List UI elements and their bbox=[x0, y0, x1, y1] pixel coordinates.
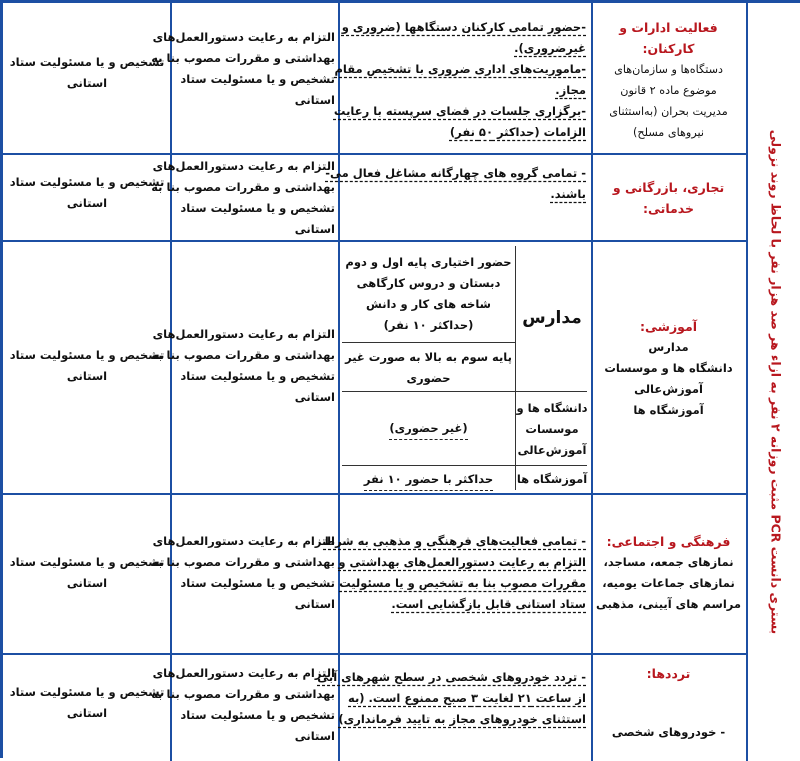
category-cell bbox=[593, 663, 744, 743]
rule-line: التزام به رعایت دستورالعمل‌های bbox=[152, 30, 335, 44]
category-detail: موضوع ماده ۲ قانون bbox=[620, 84, 717, 97]
rule-cell bbox=[151, 27, 335, 127]
rule-line: بهداشتی و مقررات مصوب بنا به bbox=[151, 348, 335, 362]
authority-line: استانی bbox=[66, 196, 108, 210]
schools-item-line: دبستان و دروس کارگاهی bbox=[356, 276, 501, 290]
scope-line: - تردد خودروهای شخصی در سطح شهرهای آبی bbox=[317, 669, 586, 684]
category-detail: دانشگاه ها و موسسات bbox=[604, 360, 733, 375]
schools-label: مدارس bbox=[522, 308, 582, 328]
schools-item-line: حضور اختیاری پایه اول و دوم bbox=[345, 255, 512, 269]
category-title: آموزشی: bbox=[640, 318, 697, 334]
rule-line: التزام به رعایت دستورالعمل‌های bbox=[152, 666, 335, 680]
institutes-value: حداکثر با حضور ۱۰ نفر bbox=[364, 469, 493, 491]
rule-line: بهداشتی و مقررات مصوب بنا به bbox=[151, 555, 335, 569]
rule-line: بهداشتی و مقررات مصوب بنا به bbox=[151, 687, 335, 701]
universities-label: آموزش‌عالی bbox=[517, 442, 587, 457]
authority-cell bbox=[7, 336, 167, 396]
category-cell bbox=[593, 303, 744, 433]
authority-cell bbox=[7, 43, 167, 103]
rule-line: تشخیص و یا مسئولیت ستاد bbox=[180, 201, 335, 215]
category-detail: مدارس bbox=[648, 339, 689, 354]
scope-line: مجاز. bbox=[555, 83, 586, 97]
scope-line: -برگزاری جلسات در فضای سرپسته با رعایت bbox=[333, 104, 586, 118]
category-detail: نیروهای مسلح) bbox=[633, 126, 704, 139]
authority-line: استانی bbox=[66, 576, 108, 590]
authority-line: استانی bbox=[66, 369, 108, 383]
rule-line: تشخیص و یا مسئولیت ستاد bbox=[180, 576, 335, 590]
subgrid-divider bbox=[342, 391, 587, 392]
authority-line: تشخیص و یا مسئولیت ستاد bbox=[9, 555, 165, 569]
scope-cell bbox=[325, 163, 586, 223]
row-divider bbox=[3, 653, 746, 655]
universities-label: دانشگاه ها و bbox=[516, 400, 588, 415]
institutes-label-cell bbox=[517, 467, 587, 492]
rule-line: استانی bbox=[294, 597, 335, 611]
subgrid-divider bbox=[342, 465, 587, 466]
institutes-label: آموزشگاه ها bbox=[516, 472, 588, 486]
rule-line: تشخیص و یا مسئولیت ستاد bbox=[180, 369, 335, 383]
scope-line: مقررات مصوب بنا به تشخیص و یا مسئولیت bbox=[339, 575, 586, 590]
scope-line: غیرضروری). bbox=[514, 41, 586, 55]
scope-line: از ساعت ۲۱ لغایت ۳ صبح ممنوع است. (به bbox=[348, 690, 586, 705]
schools-item-cell bbox=[342, 246, 515, 342]
authority-line: استانی bbox=[66, 76, 108, 90]
category-detail: - خودروهای شخصی bbox=[611, 725, 726, 739]
rule-line: استانی bbox=[294, 729, 335, 743]
category-detail: آموزشگاه ها bbox=[633, 402, 704, 417]
scope-line: -حضور تمامی کارکنان دستگاهها (ضروری و bbox=[341, 20, 586, 34]
authority-line: تشخیص و یا مسئولیت ستاد bbox=[9, 348, 165, 362]
universities-value-cell bbox=[342, 393, 515, 465]
rule-cell bbox=[151, 657, 335, 753]
scope-cell bbox=[323, 525, 586, 620]
side-note: بستری دانست PCR مثبت روزانه ۲ نفر به ازاء هر صد هزار نفر با لحاظ روند نزولی bbox=[768, 129, 783, 635]
subgrid-divider bbox=[342, 342, 515, 343]
authority-line: تشخیص و یا مسئولیت ستاد bbox=[9, 175, 165, 189]
rule-cell bbox=[151, 316, 335, 416]
side-note-column bbox=[746, 3, 800, 761]
authority-cell bbox=[7, 673, 167, 733]
scope-line: الزامات (حداکثر ۵۰ نفر) bbox=[449, 125, 586, 139]
universities-label-cell bbox=[517, 393, 587, 465]
scope-line: - تمامی گروه های چهارگانه مشاغل فعال می- bbox=[325, 166, 586, 180]
schools-item-cell bbox=[342, 344, 515, 391]
category-title: ترددها: bbox=[646, 666, 691, 681]
category-detail: دستگاه‌ها و سازمان‌های bbox=[614, 63, 723, 76]
category-cell bbox=[593, 7, 744, 153]
rule-line: بهداشتی و مقررات مصوب بنا به bbox=[151, 180, 335, 194]
rule-line: استانی bbox=[294, 93, 335, 107]
category-detail: مدیریت بحران (به‌استثنای bbox=[609, 105, 728, 118]
scope-line: التزام به رعایت دستورالعمل‌های بهداشتی و bbox=[338, 554, 586, 569]
rule-line: التزام به رعایت دستورالعمل‌های bbox=[152, 534, 335, 548]
rule-line: استانی bbox=[294, 390, 335, 404]
category-title: فرهنگی و اجتماعی: bbox=[606, 534, 731, 549]
category-title: تجاری، بازرگانی و bbox=[612, 179, 725, 195]
schools-item-line: شاخه های کار و دانش bbox=[366, 297, 491, 311]
scope-line: -ماموریت‌های اداری ضروری با تشخیص مقام bbox=[334, 62, 586, 76]
scope-line: استثنای خودروهای مجاز به تایید فرمانداری) bbox=[338, 711, 586, 726]
rule-cell bbox=[151, 156, 335, 240]
scope-cell bbox=[317, 663, 586, 733]
scope-line: باشند. bbox=[550, 187, 586, 201]
rule-line: بهداشتی و مقررات مصوب بنا به bbox=[151, 51, 335, 65]
category-cell bbox=[593, 523, 744, 623]
row-divider bbox=[3, 240, 746, 242]
column-divider bbox=[170, 3, 172, 761]
category-detail: مراسم های آیینی، مذهبی bbox=[595, 597, 742, 611]
rule-cell bbox=[151, 523, 335, 623]
institutes-value-cell bbox=[342, 467, 515, 492]
category-detail: نمازهای جماعات یومیه، bbox=[602, 576, 735, 590]
category-title: خدماتی: bbox=[643, 200, 695, 216]
schools-item-line: (حداکثر ۱۰ نفر) bbox=[383, 318, 474, 332]
universities-label: موسسات bbox=[525, 421, 579, 436]
rule-line: استانی bbox=[294, 222, 335, 236]
category-cell bbox=[593, 155, 744, 240]
authority-line: استانی bbox=[66, 706, 108, 720]
category-detail: آموزش‌عالی bbox=[634, 381, 703, 396]
category-detail: نمازهای جمعه، مساجد، bbox=[603, 555, 734, 569]
authority-line: تشخیص و یا مسئولیت ستاد bbox=[9, 685, 165, 699]
row-divider bbox=[3, 493, 746, 495]
authority-cell bbox=[7, 543, 167, 603]
schools-label-cell bbox=[517, 246, 587, 391]
rule-line: تشخیص و یا مسئولیت ستاد bbox=[180, 72, 335, 86]
category-title: فعالیت ادارات و کارکنان: bbox=[619, 20, 718, 56]
scope-line: - تمامی فعالیت‌های فرهنگی و مذهبی به شرط bbox=[323, 533, 586, 548]
authority-cell bbox=[7, 163, 167, 223]
authority-line: تشخیص و یا مسئولیت ستاد bbox=[9, 55, 165, 69]
scope-line: ستاد استانی قابل بازگشایی است. bbox=[391, 596, 586, 611]
rule-line: تشخیص و یا مسئولیت ستاد bbox=[180, 708, 335, 722]
schools-item-line: پایه سوم به بالا به صورت غیر bbox=[345, 349, 512, 364]
rule-line: التزام به رعایت دستورالعمل‌های bbox=[152, 327, 335, 341]
schools-item-line: حضوری bbox=[406, 370, 451, 385]
subgrid-divider bbox=[515, 246, 516, 490]
rule-line: التزام به رعایت دستورالعمل‌های bbox=[152, 159, 335, 173]
scope-cell bbox=[333, 9, 586, 151]
universities-value: (غیر حضوری) bbox=[389, 418, 467, 440]
